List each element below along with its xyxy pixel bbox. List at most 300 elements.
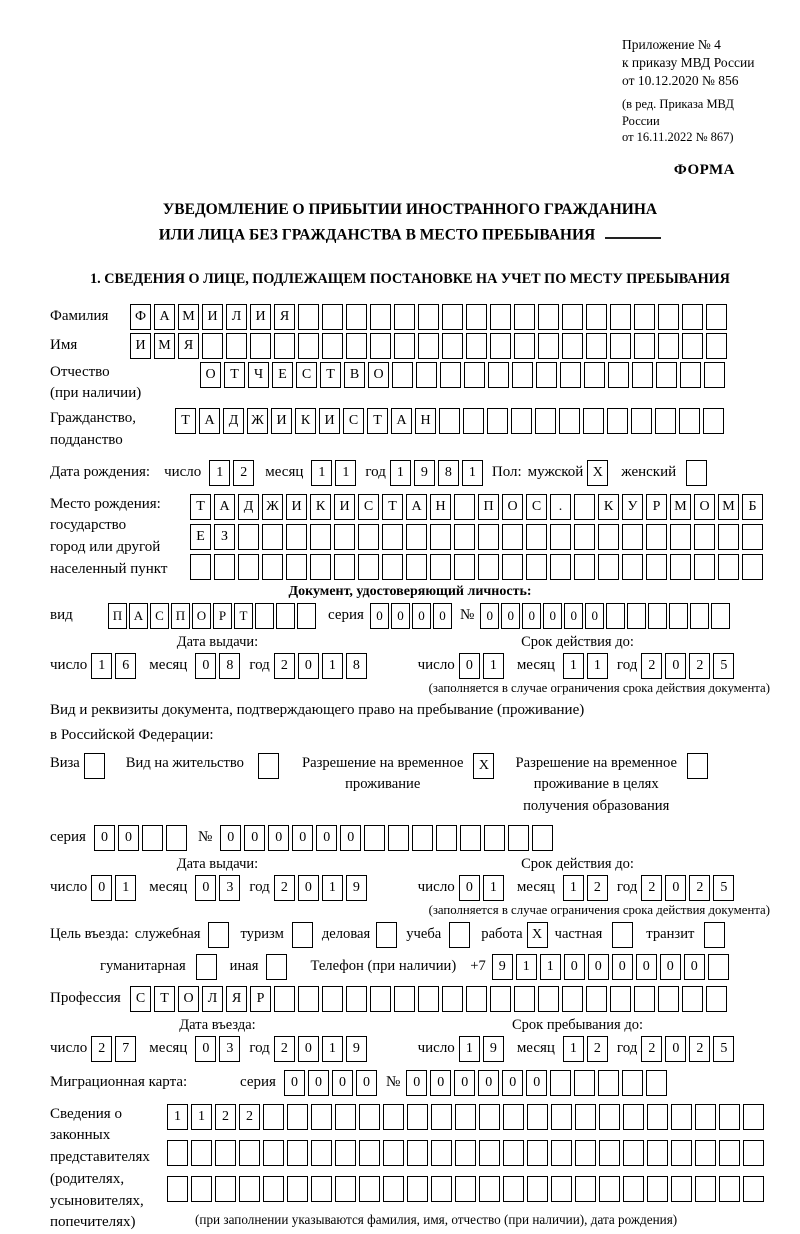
char-box[interactable]	[742, 554, 763, 580]
char-box[interactable]	[286, 524, 307, 550]
char-box[interactable]	[359, 1140, 380, 1166]
char-box[interactable]	[334, 554, 355, 580]
char-box[interactable]	[695, 1176, 716, 1202]
char-box[interactable]	[359, 1104, 380, 1130]
char-box[interactable]	[84, 753, 105, 779]
char-box[interactable]: 1	[459, 1036, 480, 1062]
char-box[interactable]	[431, 1104, 452, 1130]
char-box[interactable]	[502, 524, 523, 550]
char-box[interactable]: 1	[563, 653, 584, 679]
char-box[interactable]: X	[587, 460, 608, 486]
char-box[interactable]: 8	[219, 653, 240, 679]
char-box[interactable]	[559, 408, 580, 434]
char-box[interactable]	[370, 986, 391, 1012]
char-box[interactable]	[239, 1176, 260, 1202]
char-box[interactable]: 2	[641, 875, 662, 901]
char-box[interactable]	[394, 986, 415, 1012]
char-box[interactable]: 0	[268, 825, 289, 851]
char-box[interactable]	[407, 1104, 428, 1130]
char-box[interactable]: 1	[209, 460, 230, 486]
char-box[interactable]	[503, 1140, 524, 1166]
char-box[interactable]: 0	[526, 1070, 547, 1096]
char-box[interactable]	[202, 333, 223, 359]
char-box[interactable]	[416, 362, 437, 388]
char-box[interactable]	[655, 408, 676, 434]
char-box[interactable]	[562, 304, 583, 330]
char-box[interactable]: 1	[563, 1036, 584, 1062]
char-box[interactable]	[671, 1176, 692, 1202]
char-box[interactable]	[436, 825, 457, 851]
char-box[interactable]	[442, 986, 463, 1012]
char-box[interactable]	[706, 986, 727, 1012]
char-box[interactable]: М	[178, 304, 199, 330]
char-box[interactable]	[623, 1176, 644, 1202]
char-box[interactable]	[464, 362, 485, 388]
char-box[interactable]: 0	[433, 603, 452, 629]
char-box[interactable]: Д	[223, 408, 244, 434]
char-box[interactable]	[418, 333, 439, 359]
char-box[interactable]: 2	[641, 1036, 662, 1062]
char-box[interactable]: 0	[459, 875, 480, 901]
char-box[interactable]	[412, 825, 433, 851]
char-box[interactable]: К	[598, 494, 619, 520]
char-box[interactable]	[226, 333, 247, 359]
char-box[interactable]: С	[358, 494, 379, 520]
char-box[interactable]	[406, 524, 427, 550]
char-box[interactable]	[575, 1104, 596, 1130]
char-box[interactable]: 0	[684, 954, 705, 980]
char-box[interactable]	[622, 524, 643, 550]
char-box[interactable]	[503, 1176, 524, 1202]
char-box[interactable]: 0	[665, 1036, 686, 1062]
char-box[interactable]	[484, 825, 505, 851]
char-box[interactable]	[442, 304, 463, 330]
char-box[interactable]	[455, 1176, 476, 1202]
char-box[interactable]: 0	[316, 825, 337, 851]
char-box[interactable]	[706, 333, 727, 359]
char-box[interactable]: О	[192, 603, 211, 629]
char-box[interactable]: Я	[274, 304, 295, 330]
char-box[interactable]: П	[478, 494, 499, 520]
char-box[interactable]	[538, 333, 559, 359]
char-box[interactable]	[478, 554, 499, 580]
char-box[interactable]: 2	[689, 875, 710, 901]
char-box[interactable]	[669, 603, 688, 629]
char-box[interactable]	[648, 603, 667, 629]
char-box[interactable]	[346, 304, 367, 330]
char-box[interactable]	[191, 1140, 212, 1166]
char-box[interactable]	[358, 524, 379, 550]
char-box[interactable]: И	[130, 333, 151, 359]
char-box[interactable]	[322, 304, 343, 330]
char-box[interactable]	[586, 304, 607, 330]
char-box[interactable]	[262, 524, 283, 550]
char-box[interactable]	[575, 1140, 596, 1166]
char-box[interactable]: 0	[564, 954, 585, 980]
char-box[interactable]	[550, 524, 571, 550]
char-box[interactable]	[719, 1140, 740, 1166]
char-box[interactable]: 9	[414, 460, 435, 486]
char-box[interactable]	[287, 1176, 308, 1202]
char-box[interactable]	[743, 1140, 764, 1166]
char-box[interactable]	[623, 1104, 644, 1130]
char-box[interactable]: З	[214, 524, 235, 550]
char-box[interactable]	[358, 554, 379, 580]
char-box[interactable]: 2	[215, 1104, 236, 1130]
char-box[interactable]	[311, 1140, 332, 1166]
char-box[interactable]: Р	[646, 494, 667, 520]
char-box[interactable]	[623, 1140, 644, 1166]
char-box[interactable]	[286, 554, 307, 580]
char-box[interactable]	[449, 922, 470, 948]
char-box[interactable]	[610, 333, 631, 359]
char-box[interactable]	[694, 554, 715, 580]
char-box[interactable]	[263, 1104, 284, 1130]
char-box[interactable]	[574, 494, 595, 520]
char-box[interactable]	[298, 333, 319, 359]
char-box[interactable]	[706, 304, 727, 330]
char-box[interactable]: 1	[115, 875, 136, 901]
char-box[interactable]	[460, 825, 481, 851]
char-box[interactable]: 0	[332, 1070, 353, 1096]
char-box[interactable]: М	[670, 494, 691, 520]
char-box[interactable]: О	[178, 986, 199, 1012]
char-box[interactable]: 0	[195, 653, 216, 679]
char-box[interactable]	[167, 1176, 188, 1202]
char-box[interactable]	[607, 408, 628, 434]
char-box[interactable]: 0	[284, 1070, 305, 1096]
char-box[interactable]	[606, 603, 625, 629]
char-box[interactable]	[440, 362, 461, 388]
char-box[interactable]	[334, 524, 355, 550]
char-box[interactable]	[586, 986, 607, 1012]
char-box[interactable]	[258, 753, 279, 779]
char-box[interactable]: Б	[742, 494, 763, 520]
char-box[interactable]: О	[502, 494, 523, 520]
char-box[interactable]: Ч	[248, 362, 269, 388]
char-box[interactable]	[503, 1104, 524, 1130]
char-box[interactable]: Я	[226, 986, 247, 1012]
char-box[interactable]	[538, 986, 559, 1012]
char-box[interactable]: 0	[522, 603, 541, 629]
char-box[interactable]	[431, 1140, 452, 1166]
char-box[interactable]	[586, 333, 607, 359]
char-box[interactable]: 0	[91, 875, 112, 901]
char-box[interactable]: К	[310, 494, 331, 520]
char-box[interactable]	[215, 1140, 236, 1166]
char-box[interactable]: 0	[94, 825, 115, 851]
char-box[interactable]	[719, 1104, 740, 1130]
char-box[interactable]	[310, 524, 331, 550]
char-box[interactable]	[311, 1104, 332, 1130]
char-box[interactable]: 0	[298, 875, 319, 901]
char-box[interactable]	[431, 1176, 452, 1202]
char-box[interactable]: X	[527, 922, 548, 948]
char-box[interactable]: И	[271, 408, 292, 434]
char-box[interactable]	[634, 304, 655, 330]
char-box[interactable]	[455, 1104, 476, 1130]
char-box[interactable]: 0	[298, 653, 319, 679]
char-box[interactable]: .	[550, 494, 571, 520]
char-box[interactable]	[479, 1104, 500, 1130]
char-box[interactable]	[335, 1104, 356, 1130]
char-box[interactable]	[488, 362, 509, 388]
char-box[interactable]	[646, 524, 667, 550]
char-box[interactable]: 0	[430, 1070, 451, 1096]
char-box[interactable]: 9	[346, 875, 367, 901]
char-box[interactable]	[311, 1176, 332, 1202]
char-box[interactable]	[695, 1104, 716, 1130]
char-box[interactable]	[394, 333, 415, 359]
char-box[interactable]: 1	[167, 1104, 188, 1130]
char-box[interactable]: 1	[91, 653, 112, 679]
char-box[interactable]: 1	[483, 653, 504, 679]
char-box[interactable]	[704, 922, 725, 948]
char-box[interactable]	[430, 554, 451, 580]
char-box[interactable]	[536, 362, 557, 388]
char-box[interactable]	[287, 1104, 308, 1130]
char-box[interactable]: И	[334, 494, 355, 520]
char-box[interactable]: А	[391, 408, 412, 434]
char-box[interactable]	[514, 986, 535, 1012]
char-box[interactable]	[514, 304, 535, 330]
char-box[interactable]	[583, 408, 604, 434]
char-box[interactable]	[382, 524, 403, 550]
char-box[interactable]: 0	[543, 603, 562, 629]
char-box[interactable]: М	[718, 494, 739, 520]
char-box[interactable]	[514, 333, 535, 359]
char-box[interactable]	[634, 986, 655, 1012]
char-box[interactable]	[743, 1176, 764, 1202]
char-box[interactable]: 1	[322, 1036, 343, 1062]
char-box[interactable]	[718, 554, 739, 580]
char-box[interactable]	[442, 333, 463, 359]
char-box[interactable]	[632, 362, 653, 388]
char-box[interactable]: О	[368, 362, 389, 388]
char-box[interactable]	[599, 1104, 620, 1130]
char-box[interactable]: 0	[244, 825, 265, 851]
char-box[interactable]	[487, 408, 508, 434]
char-box[interactable]	[239, 1140, 260, 1166]
char-box[interactable]: 5	[713, 653, 734, 679]
char-box[interactable]: 0	[665, 653, 686, 679]
char-box[interactable]: Ф	[130, 304, 151, 330]
char-box[interactable]: Т	[154, 986, 175, 1012]
char-box[interactable]: 3	[219, 875, 240, 901]
char-box[interactable]	[718, 524, 739, 550]
char-box[interactable]	[599, 1140, 620, 1166]
char-box[interactable]: И	[286, 494, 307, 520]
char-box[interactable]	[322, 333, 343, 359]
char-box[interactable]	[612, 922, 633, 948]
char-box[interactable]	[370, 304, 391, 330]
char-box[interactable]: П	[108, 603, 127, 629]
char-box[interactable]	[631, 408, 652, 434]
char-box[interactable]	[406, 554, 427, 580]
char-box[interactable]	[656, 362, 677, 388]
char-box[interactable]	[608, 362, 629, 388]
char-box[interactable]	[292, 922, 313, 948]
char-box[interactable]	[346, 333, 367, 359]
char-box[interactable]	[407, 1176, 428, 1202]
char-box[interactable]	[646, 1070, 667, 1096]
char-box[interactable]	[479, 1176, 500, 1202]
char-box[interactable]	[671, 1140, 692, 1166]
char-box[interactable]	[388, 825, 409, 851]
char-box[interactable]: 2	[274, 1036, 295, 1062]
char-box[interactable]: С	[296, 362, 317, 388]
char-box[interactable]: 2	[587, 1036, 608, 1062]
char-box[interactable]	[376, 922, 397, 948]
char-box[interactable]: 0	[660, 954, 681, 980]
char-box[interactable]: М	[154, 333, 175, 359]
char-box[interactable]: 8	[346, 653, 367, 679]
char-box[interactable]	[454, 494, 475, 520]
char-box[interactable]: 1	[587, 653, 608, 679]
char-box[interactable]: О	[694, 494, 715, 520]
char-box[interactable]	[382, 554, 403, 580]
char-box[interactable]: 5	[713, 1036, 734, 1062]
char-box[interactable]	[550, 1070, 571, 1096]
char-box[interactable]	[255, 603, 274, 629]
char-box[interactable]	[527, 1140, 548, 1166]
char-box[interactable]	[191, 1176, 212, 1202]
char-box[interactable]	[682, 333, 703, 359]
char-box[interactable]	[551, 1176, 572, 1202]
char-box[interactable]	[598, 524, 619, 550]
char-box[interactable]: 2	[91, 1036, 112, 1062]
char-box[interactable]	[508, 825, 529, 851]
char-box[interactable]	[562, 333, 583, 359]
char-box[interactable]	[263, 1176, 284, 1202]
char-box[interactable]: А	[406, 494, 427, 520]
char-box[interactable]: К	[295, 408, 316, 434]
char-box[interactable]: Н	[430, 494, 451, 520]
char-box[interactable]: X	[473, 753, 494, 779]
char-box[interactable]	[310, 554, 331, 580]
char-box[interactable]: 2	[233, 460, 254, 486]
char-box[interactable]	[208, 922, 229, 948]
char-box[interactable]	[551, 1140, 572, 1166]
char-box[interactable]: 2	[587, 875, 608, 901]
char-box[interactable]	[703, 408, 724, 434]
char-box[interactable]: 0	[370, 603, 389, 629]
char-box[interactable]: 0	[391, 603, 410, 629]
char-box[interactable]: С	[130, 986, 151, 1012]
char-box[interactable]	[526, 554, 547, 580]
char-box[interactable]: 9	[492, 954, 513, 980]
char-box[interactable]: Т	[320, 362, 341, 388]
char-box[interactable]: Е	[190, 524, 211, 550]
char-box[interactable]	[190, 554, 211, 580]
char-box[interactable]: 1	[516, 954, 537, 980]
char-box[interactable]: 3	[219, 1036, 240, 1062]
char-box[interactable]	[346, 986, 367, 1012]
char-box[interactable]: 0	[501, 603, 520, 629]
char-box[interactable]	[647, 1104, 668, 1130]
char-box[interactable]	[695, 1140, 716, 1166]
char-box[interactable]	[708, 954, 729, 980]
char-box[interactable]: 1	[540, 954, 561, 980]
char-box[interactable]	[214, 554, 235, 580]
char-box[interactable]: 0	[454, 1070, 475, 1096]
char-box[interactable]	[454, 524, 475, 550]
char-box[interactable]: 9	[483, 1036, 504, 1062]
char-box[interactable]	[250, 333, 271, 359]
char-box[interactable]: 0	[665, 875, 686, 901]
char-box[interactable]: Ж	[262, 494, 283, 520]
char-box[interactable]	[215, 1176, 236, 1202]
char-box[interactable]	[687, 753, 708, 779]
char-box[interactable]: 0	[292, 825, 313, 851]
char-box[interactable]: А	[129, 603, 148, 629]
char-box[interactable]	[418, 304, 439, 330]
char-box[interactable]: 0	[220, 825, 241, 851]
char-box[interactable]	[238, 554, 259, 580]
char-box[interactable]	[274, 333, 295, 359]
char-box[interactable]	[392, 362, 413, 388]
char-box[interactable]	[167, 1140, 188, 1166]
char-box[interactable]: 8	[438, 460, 459, 486]
char-box[interactable]	[598, 1070, 619, 1096]
char-box[interactable]: Т	[382, 494, 403, 520]
char-box[interactable]	[526, 524, 547, 550]
char-box[interactable]	[647, 1176, 668, 1202]
char-box[interactable]	[383, 1104, 404, 1130]
char-box[interactable]: А	[154, 304, 175, 330]
char-box[interactable]: С	[150, 603, 169, 629]
char-box[interactable]	[647, 1140, 668, 1166]
char-box[interactable]: С	[343, 408, 364, 434]
char-box[interactable]	[535, 408, 556, 434]
char-box[interactable]: 0	[636, 954, 657, 980]
char-box[interactable]: Т	[190, 494, 211, 520]
char-box[interactable]: 1	[462, 460, 483, 486]
char-box[interactable]	[478, 524, 499, 550]
char-box[interactable]: 0	[356, 1070, 377, 1096]
char-box[interactable]	[418, 986, 439, 1012]
char-box[interactable]	[610, 304, 631, 330]
char-box[interactable]	[454, 554, 475, 580]
char-box[interactable]: 0	[308, 1070, 329, 1096]
char-box[interactable]	[407, 1140, 428, 1166]
char-box[interactable]: 1	[191, 1104, 212, 1130]
char-box[interactable]	[439, 408, 460, 434]
char-box[interactable]: 2	[274, 875, 295, 901]
char-box[interactable]	[575, 1176, 596, 1202]
char-box[interactable]	[490, 304, 511, 330]
char-box[interactable]: 2	[689, 1036, 710, 1062]
char-box[interactable]	[274, 986, 295, 1012]
char-box[interactable]: Д	[238, 494, 259, 520]
char-box[interactable]: С	[526, 494, 547, 520]
char-box[interactable]	[266, 954, 287, 980]
char-box[interactable]: В	[344, 362, 365, 388]
char-box[interactable]	[359, 1176, 380, 1202]
char-box[interactable]	[622, 1070, 643, 1096]
char-box[interactable]	[142, 825, 163, 851]
char-box[interactable]	[743, 1104, 764, 1130]
char-box[interactable]	[527, 1176, 548, 1202]
char-box[interactable]: 0	[195, 875, 216, 901]
char-box[interactable]: 0	[298, 1036, 319, 1062]
char-box[interactable]	[287, 1140, 308, 1166]
char-box[interactable]: 0	[588, 954, 609, 980]
char-box[interactable]: 2	[274, 653, 295, 679]
char-box[interactable]	[335, 1176, 356, 1202]
char-box[interactable]	[574, 524, 595, 550]
char-box[interactable]: 0	[118, 825, 139, 851]
